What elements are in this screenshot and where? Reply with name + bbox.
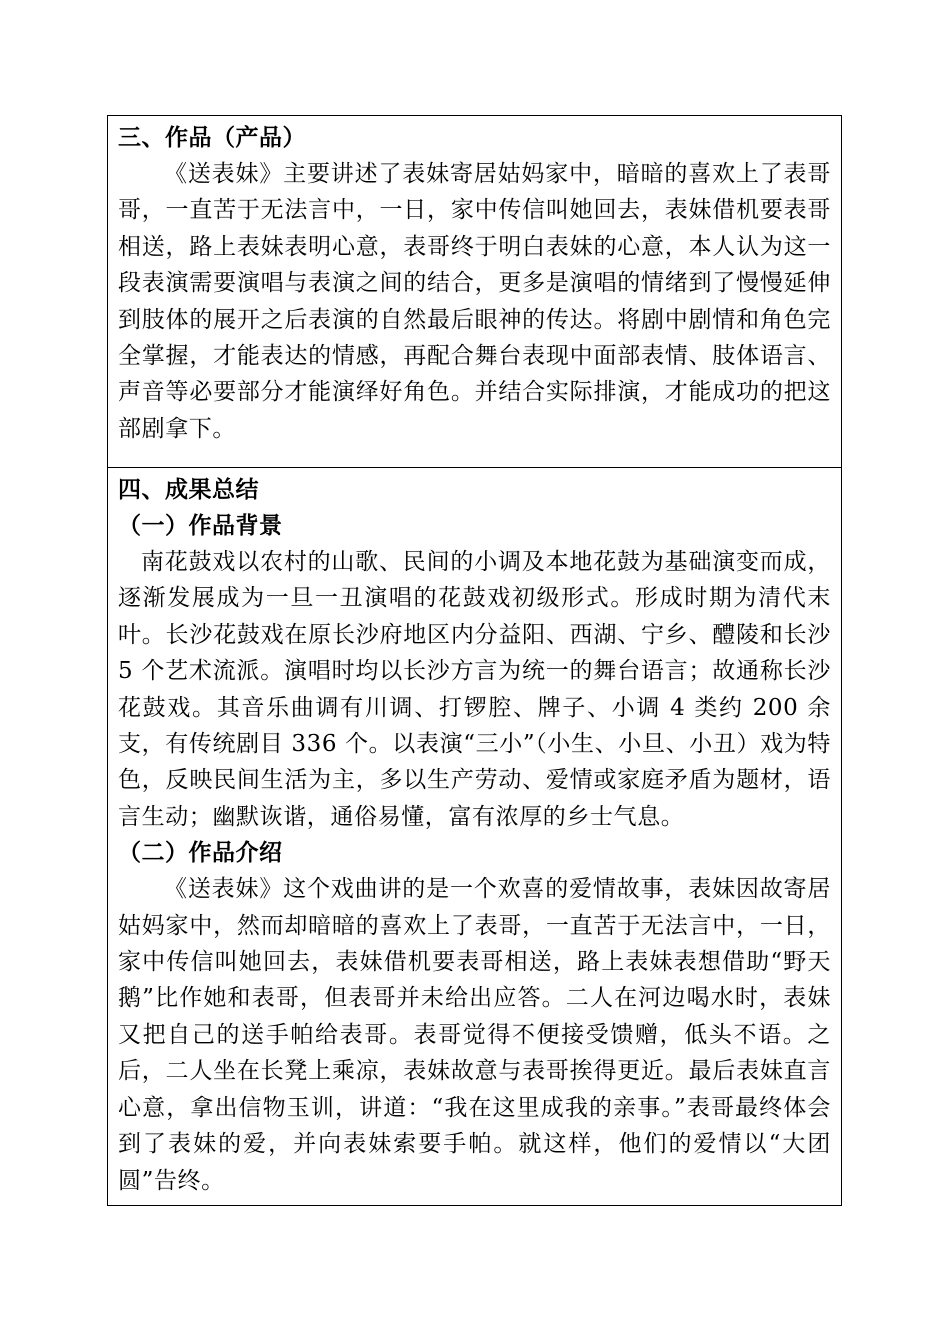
section-summary-heading: 四、成果总结 xyxy=(118,476,259,503)
section-works-heading: 三、作品（产品） xyxy=(118,124,306,151)
document-table xyxy=(107,115,842,1206)
section-works-cell xyxy=(108,116,841,468)
background-subheading: （一）作品背景 xyxy=(118,512,283,539)
section-summary-cell xyxy=(108,468,841,1205)
section-works-paragraph: 《送表妹》主要讲述了表妹寄居姑妈家中，暗暗的喜欢上了表哥哥，一直苦于无法言中，一日，家中传信叫她回去，表妹借机要表哥相送，路上表妹表明心意，表哥终于明白表妹的心意，本人认为这一段表演需要演唱与表演之间的结合，更多是演唱的情绪到了慢慢延伸到肢体的展开之后表演的自然最后眼神的传达。将剧中剧情和角色完全掌握，才能表达的情感，再配合舞台表现中面部表情、肢体语言、声音等必要部分才能演绎好角色。并结合实际排演，才能成功的把这部剧拿下。 xyxy=(118,161,831,442)
introduction-subheading: （二）作品介绍 xyxy=(118,839,283,867)
background-paragraph: 南花鼓戏以农村的山歌、民间的小调及本地花鼓为基础演变而成，逐渐发展成为一旦一丑演唱的花鼓戏初级形式。形成时期为清代末叶。长沙花鼓戏在原长沙府地区内分益阳、西湖、宁乡、醴陵和长沙 5 个艺术流派。演唱时均以长沙方言为统一的舞台语言；故通称长沙花鼓戏。其音乐曲调有川调、打锣腔、牌子、小调 4 类约 200 余支，有传统剧目 336 个。以表演“三小”（小生、小旦、小丑）戏为特色，反映民间生活为主，多以生产劳动、爱情或家庭矛盾为题材，语言生动；幽默诙谐，通俗易懂，富有浓厚的乡士气息。 xyxy=(118,549,831,830)
introduction-paragraph: 《送表妹》这个戏曲讲的是一个欢喜的爱情故事，表妹因故寄居姑妈家中，然而却暗暗的喜欢上了表哥，一直苦于无法言中，一日，家中传信叫她回去，表妹借机要表哥相送，路上表妹表想借助“野天鹅”比作她和表哥，但表哥并未给出应答。二人在河边喝水时，表妹又把自己的送手帕给表哥。表哥觉得不便接受馈赠，低头不语。之后，二人坐在长凳上乘凉，表妹故意与表哥挨得更近。最后表妹直言心意，拿出信物玉训，讲道：“我在这里成我的亲事。”表哥最终体会到了表妹的爱，并向表妹索要手帕。就这样，他们的爱情以“大团圆”告终。 xyxy=(118,876,831,1194)
